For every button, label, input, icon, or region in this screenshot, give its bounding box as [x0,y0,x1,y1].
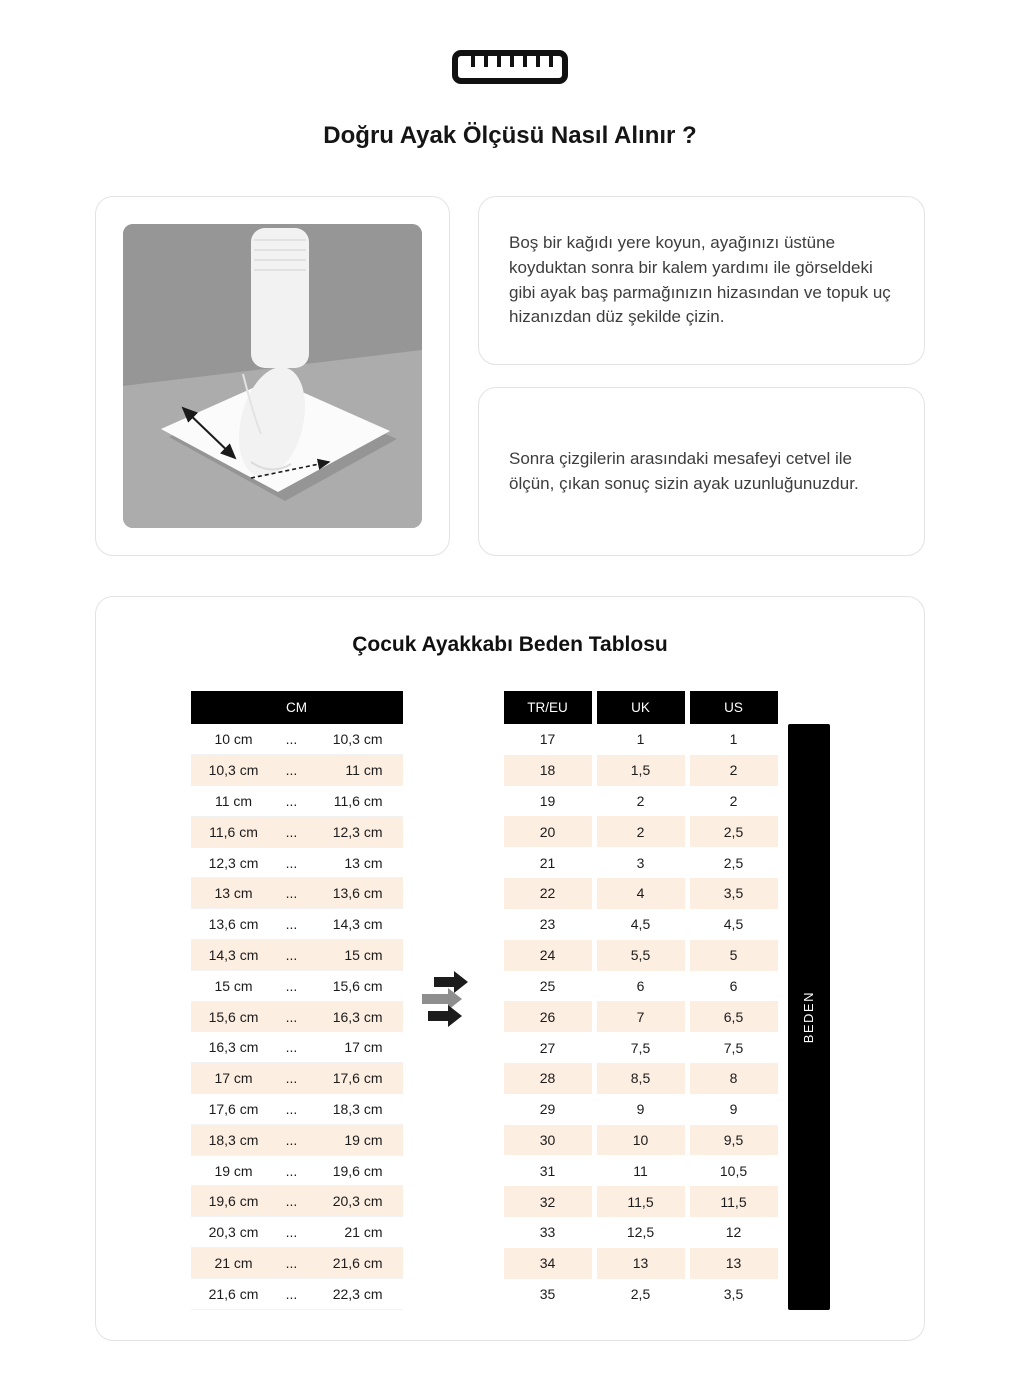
size-table-cell: 2,5 [690,816,778,847]
cm-table-cell: 12,3 cm [307,816,403,847]
foot-measure-illustration [123,224,422,528]
size-table-cell: 20 [504,816,592,847]
size-table-row [504,878,778,909]
cm-table-cell: 19 cm [307,1124,403,1155]
size-table-row [504,847,778,878]
ruler-icon [451,46,569,88]
size-table-row [504,909,778,940]
foot-measure-photo-card [95,196,450,556]
cm-table-cell: ... [277,909,307,940]
cm-table-cell: 21 cm [307,1217,403,1248]
size-table-cell: 17 [539,731,556,748]
size-table-cell: 8,5 [597,1063,685,1094]
size-table-cell: 8 [690,1063,778,1094]
size-table-cell: 9 [729,1101,738,1118]
size-table-cell: 24 [504,940,592,971]
size-table-cell: 29 [539,1101,556,1118]
cm-table-cell: 15 cm [191,970,277,1001]
cm-table-row [191,909,403,940]
size-table-cell: 2,5 [630,1286,651,1303]
cm-table-cell: 11,6 cm [191,816,277,847]
size-table-header: TR/EU [504,691,592,724]
cm-table-cell: 12,3 cm [191,847,277,878]
cm-table-cell: 21,6 cm [191,1278,277,1309]
size-table-cell: 1 [636,731,645,748]
cm-table [191,691,403,1310]
cm-table-cell: ... [277,755,307,786]
cm-table-cell: 11,6 cm [307,786,403,817]
size-table-cell: 30 [504,1125,592,1156]
cm-table-cell: ... [277,1217,307,1248]
cm-table-cell: 19,6 cm [191,1186,277,1217]
size-table-cell: 23 [539,916,556,933]
cm-table-row [191,1001,403,1032]
beden-bar [788,724,830,1310]
size-table-cell: 3,5 [723,1286,744,1303]
cm-table-cell: 11 cm [307,755,403,786]
cm-table-row [191,1186,403,1217]
cm-table-row [191,1094,403,1125]
size-table-row [504,1155,778,1186]
cm-table-cell: ... [277,1063,307,1094]
size-table-row [504,1063,778,1094]
cm-table-row [191,755,403,786]
instruction-step-1-text: Boş bir kağıdı yere koyun, ayağınızı üstüne koyduktan sonra bir kalem yardımı ile görseldeki gibi ayak baş parmağınızın hizasından ve topuk uç hizanızdan düz şekilde çizin. [509,233,891,327]
size-table-cell: 25 [539,977,556,994]
size-table-cell: 26 [504,1001,592,1032]
size-table-row [504,1032,778,1063]
size-table-cell: 1 [729,731,738,748]
size-table-cell: 33 [539,1224,556,1241]
cm-table-row [191,847,403,878]
cm-table-cell: 17,6 cm [191,1094,277,1125]
size-table-cell: 2,5 [723,854,744,871]
cm-table-row [191,1124,403,1155]
size-table-cell: 19 [539,793,556,810]
cm-table-cell: 17,6 cm [307,1063,403,1094]
cm-table-cell: ... [277,786,307,817]
cm-table-cell: ... [277,1001,307,1032]
cm-table-cell: 16,3 cm [307,1001,403,1032]
size-table-row [504,1125,778,1156]
size-table-cell: 32 [504,1186,592,1217]
cm-table-cell: ... [277,878,307,909]
size-table-cell: 2 [597,816,685,847]
howto-section [95,196,925,556]
size-table-cell: 11,5 [690,1186,778,1217]
size-tables [96,691,924,1310]
cm-table-cell: ... [277,1094,307,1125]
cm-table-cell: ... [277,1124,307,1155]
cm-table-row [191,970,403,1001]
size-table-cell: 13 [690,1248,778,1279]
size-table-header-row [504,691,778,724]
size-table-cell: 9 [636,1101,645,1118]
cm-table-cell: ... [277,724,307,755]
size-table-cell: 3 [636,854,645,871]
cm-table-cell: 18,3 cm [307,1094,403,1125]
cm-table-cell: ... [277,940,307,971]
size-table-cell: 21 [539,854,556,871]
size-table-cell: 4 [597,878,685,909]
cm-table-body [191,724,403,1309]
header-icon-wrap [0,46,1020,88]
cm-table-cell: 19,6 cm [307,1155,403,1186]
size-table-row [504,1186,778,1217]
howto-text-column [478,196,925,556]
cm-table-cell: 18,3 cm [191,1124,277,1155]
size-table-cell: 6,5 [690,1001,778,1032]
size-table-row [504,1248,778,1279]
size-table-cell: 13 [597,1248,685,1279]
size-table-cell: 28 [504,1063,592,1094]
cm-table-cell: 17 cm [307,1032,403,1063]
cm-table-cell: 10 cm [191,724,277,755]
page-title: Doğru Ayak Ölçüsü Nasıl Alınır ? [323,122,697,149]
size-table-cell: 6 [729,977,738,994]
size-table-cell: 11 [633,1162,648,1179]
cm-table-cell: ... [277,1248,307,1279]
cm-table-cell: 17 cm [191,1063,277,1094]
cm-table-cell: 13,6 cm [307,878,403,909]
size-table-row [504,1094,778,1125]
cm-table-cell: 15 cm [307,940,403,971]
size-table-cell: 18 [504,755,592,786]
size-table-row [504,940,778,971]
size-table-header: US [690,691,778,724]
size-table-row [504,786,778,817]
size-table-cell: 7,5 [630,1039,651,1056]
size-table-cell: 11,5 [597,1186,685,1217]
size-table-row [504,971,778,1002]
cm-table-cell: 11 cm [191,786,277,817]
cm-table-cell: 21 cm [191,1248,277,1279]
size-table-cell: 1,5 [597,755,685,786]
beden-label: BEDEN [801,990,816,1043]
size-table-cell: 31 [539,1162,556,1179]
cm-table-row [191,816,403,847]
size-table-cell: 2 [690,755,778,786]
arrow-cell [403,691,499,1310]
size-table-cell: 12 [725,1224,742,1241]
size-table-cell: 9,5 [690,1125,778,1156]
size-table-cell: 10,5 [719,1162,748,1179]
cm-table-cell: 16,3 cm [191,1032,277,1063]
cm-table-cell: 19 cm [191,1155,277,1186]
size-table-row [504,1217,778,1248]
size-table-row [504,724,778,755]
cm-table-cell: 13 cm [307,847,403,878]
cm-table-cell: 13,6 cm [191,909,277,940]
cm-table-cell: ... [277,1278,307,1309]
cm-table-row [191,1248,403,1279]
cm-table-cell: ... [277,847,307,878]
cm-table-header-row [191,691,403,724]
cm-table-row [191,1217,403,1248]
size-table-cell: 27 [539,1039,556,1056]
size-table-cell: 2 [636,793,645,810]
cm-table-cell: ... [277,1155,307,1186]
cm-table-row [191,940,403,971]
cm-table-cell: 22,3 cm [307,1278,403,1309]
size-table-cell: 4,5 [723,916,744,933]
cm-table-cell: ... [277,1032,307,1063]
size-table-header: UK [597,691,685,724]
size-table-body [504,724,778,1310]
size-table-row [504,1001,778,1032]
cm-table-cell: 14,3 cm [191,940,277,971]
cm-table-cell: ... [277,970,307,1001]
cm-table-header: CM [191,691,403,724]
size-table-cell: 10 [597,1125,685,1156]
cm-table-cell: 20,3 cm [191,1217,277,1248]
cm-table-cell: 13 cm [191,878,277,909]
cm-table-cell: 15,6 cm [307,970,403,1001]
double-arrow-icon [420,971,482,1029]
cm-table-row [191,724,403,755]
size-table-row [504,755,778,786]
cm-table-row [191,1155,403,1186]
size-table-row [504,816,778,847]
cm-table-row [191,1063,403,1094]
cm-table-cell: 14,3 cm [307,909,403,940]
cm-table-cell: 21,6 cm [307,1248,403,1279]
cm-table-cell: 10,3 cm [191,755,277,786]
cm-table-cell: ... [277,816,307,847]
size-table [499,691,783,1310]
size-table-card [95,596,925,1341]
size-table-row [504,1279,778,1310]
size-table-cell: 2 [729,793,738,810]
size-table-cell: 34 [504,1248,592,1279]
cm-table-row [191,1032,403,1063]
cm-table-cell: 10,3 cm [307,724,403,755]
size-table-cell: 5 [690,940,778,971]
size-table-cell: 12,5 [626,1224,655,1241]
cm-table-cell: 20,3 cm [307,1186,403,1217]
size-table-cell: 35 [539,1286,556,1303]
size-table-cell: 4,5 [630,916,651,933]
size-table-title: Çocuk Ayakkabı Beden Tablosu [352,633,668,656]
cm-table-row [191,878,403,909]
size-table-cell: 6 [636,977,645,994]
instruction-step-1-card [478,196,925,365]
cm-table-row [191,1278,403,1309]
size-table-cell: 7 [597,1001,685,1032]
cm-table-row [191,786,403,817]
cm-table-cell: 15,6 cm [191,1001,277,1032]
size-table-cell: 3,5 [690,878,778,909]
size-table-cell: 5,5 [597,940,685,971]
size-table-cell: 22 [504,878,592,909]
instruction-step-2-card [478,387,925,556]
instruction-step-2-text: Sonra çizgilerin arasındaki mesafeyi cetvel ile ölçün, çıkan sonuç sizin ayak uzunluğunuzdur. [509,448,859,493]
cm-table-cell: ... [277,1186,307,1217]
size-table-cell: 7,5 [723,1039,744,1056]
